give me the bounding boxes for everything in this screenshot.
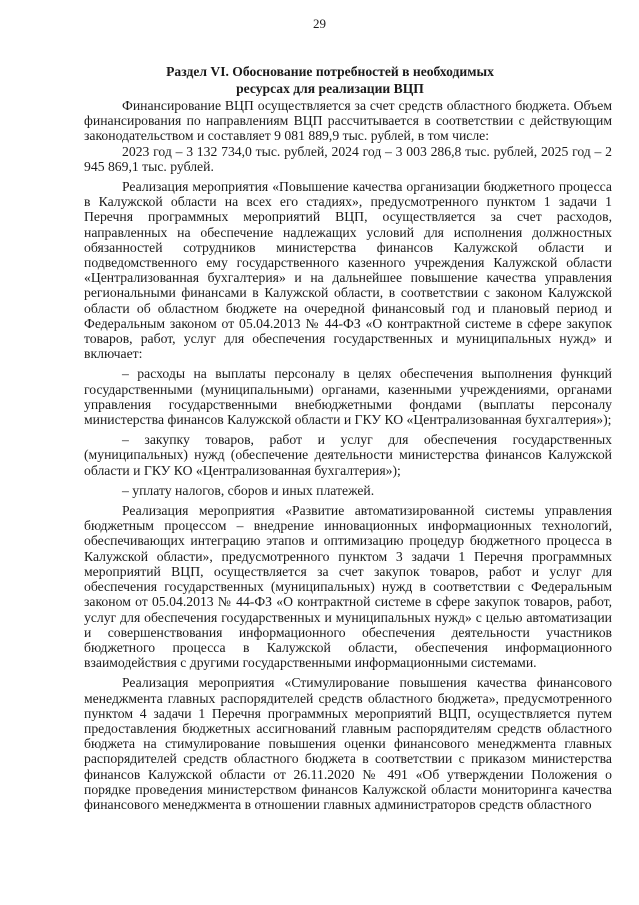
list-item-taxes: – уплату налогов, сборов и иных платежей. (122, 482, 375, 498)
paragraph-measure-financial-management: Реализация мероприятия «Стимулирование повышения качества финансового менеджмента главных распорядителей средств областного бюджета», предусмотренного пунктом 4 задачи 1 Перечня программных мероприятий ВЦП, осуществляется путем предоставления бюджетных ассигнований главным распорядителям средств областного бюджета на стимулирование повышения оценки финансового менеджмента главных распорядителей средств областного бюджета в соответствии с приказом министерства финансов Калужской области от 26.11.2020 № 491 «Об утверждении Положения о порядке проведения министерством финансов Калужской области мониторинга качества финансового менеджмента в отношении главных администраторов средств областного (84, 675, 612, 812)
paragraph-measure-budget-process: Реализация мероприятия «Повышение качества организации бюджетного процесса в Калужской области на всех его стадиях», предусмотренного пунктом 1 задачи 1 Перечня программных мероприятий ВЦП, осуществляется за счет расходов, направленных на обеспечение надлежащих условий для исполнения должностных обязанностей сотрудников министерства финансов Калужской области и подведомственного ему государственного казенного учреждения Калужской области «Централизованная бухгалтерия» и на дальнейшее повышение качества управления региональными финансами в Калужской области, в соответствии с законом Калужской области об областном бюджете на очередной финансовый год и плановый период и Федеральным законом от 05.04.2013 № 44-ФЗ «О контрактной системе в сфере закупок товаров, работ, услуг для обеспечения государственных и муниципальных нужд» и включает: (84, 179, 612, 362)
paragraph-yearly-amounts: 2023 год – 3 132 734,0 тыс. рублей, 2024 год – 3 003 286,8 тыс. рублей, 2025 год – 2 945 869,1 тыс. рублей. (84, 143, 612, 174)
paragraph-financing: Финансирование ВЦП осуществляется за счет средств областного бюджета. Объем финансирования по направлениям ВЦП рассчитывается в соответствии с действующим законодательством и составляет 9 081 889,9 тыс. рублей, в том числе: (84, 98, 612, 144)
paragraph-measure-automation: Реализация мероприятия «Развитие автоматизированной системы управления бюджетным процессом – внедрение инновационных информационных технологий, обеспечивающих интеграцию этапов и оптимизацию процедур бюджетного процесса в Калужской области», предусмотренного пунктом 3 задачи 1 Перечня программных мероприятий ВЦП, осуществляется за счет закупок товаров, работ и услуг для обеспечения государственных (муниципальных) нужд в соответствии с Федеральным законом от 05.04.2013 № 44-ФЗ «О контрактной системе в сфере закупок товаров, работ, услуг для обеспечения государственных и муниципальных нужд» с целью автоматизации и совершенствования информационного обеспечения деятельности участников бюджетного процесса в Калужской области, обеспечения информационного взаимодействия с другими государственными информационными системами. (84, 503, 612, 671)
document-body (84, 98, 612, 812)
section-heading (110, 63, 550, 97)
list-item-personnel-expenses: – расходы на выплаты персоналу в целях обеспечения выполнения функций государственными (муниципальными) органами, казенными учреждениями, органами управления государственными внебюджетными фондами (выплаты персоналу министерства финансов Калужской области и ГКУ КО «Централизованная бухгалтерия»); (84, 366, 612, 428)
page-number: 29 (313, 16, 326, 31)
section-heading-line-2: ресурсах для реализации ВЦП (236, 81, 424, 96)
section-heading-line-1: Раздел VI. Обоснование потребностей в необходимых (166, 64, 494, 79)
list-item-procurement: – закупку товаров, работ и услуг для обеспечения государственных (муниципальных) нужд (обеспечение деятельности министерства финансов Калужской области и ГКУ КО «Централизованная бухгалтерия»); (84, 432, 612, 478)
